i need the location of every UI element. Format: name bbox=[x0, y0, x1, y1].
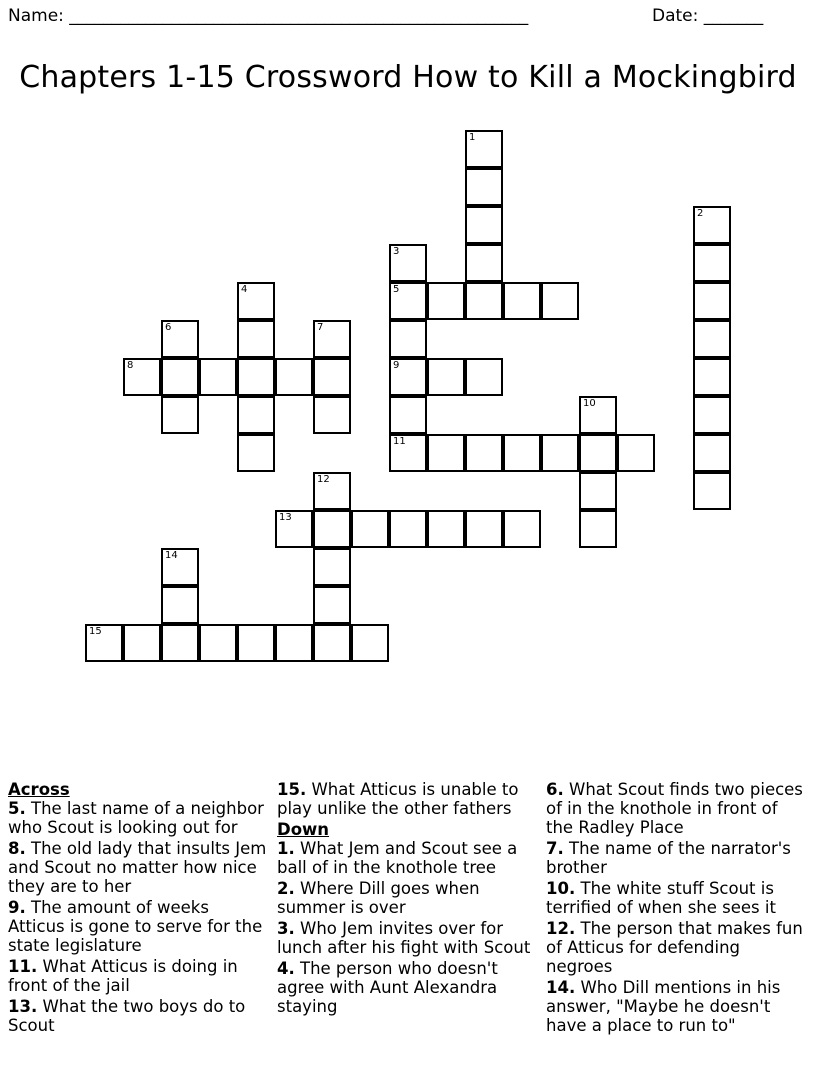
clue-number: 12 bbox=[317, 474, 330, 485]
grid-cell[interactable] bbox=[389, 510, 427, 548]
grid-cell[interactable] bbox=[237, 396, 275, 434]
clue-down-12: 12. The person that makes fun of Atticus for defending negroes bbox=[546, 919, 803, 976]
grid-cell[interactable] bbox=[579, 472, 617, 510]
clue-number: 8 bbox=[127, 360, 134, 371]
clue-down-3: 3. Who Jem invites over for lunch after his fight with Scout bbox=[277, 919, 531, 957]
grid-cell[interactable] bbox=[313, 548, 351, 586]
grid-cell[interactable] bbox=[313, 510, 351, 548]
clues-column-3 bbox=[546, 780, 808, 1037]
grid-cell[interactable] bbox=[161, 548, 199, 586]
grid-cell[interactable] bbox=[161, 396, 199, 434]
grid-cell[interactable] bbox=[389, 282, 427, 320]
grid-cell[interactable] bbox=[237, 320, 275, 358]
clue-number: 6 bbox=[165, 322, 172, 333]
grid-cell[interactable] bbox=[161, 586, 199, 624]
clue-number: 15 bbox=[89, 626, 102, 637]
clue-number: 2 bbox=[697, 208, 704, 219]
grid-cell[interactable] bbox=[427, 434, 465, 472]
grid-cell[interactable] bbox=[541, 282, 579, 320]
grid-cell[interactable] bbox=[693, 244, 731, 282]
date-line: Date: _______ bbox=[652, 6, 764, 26]
clues-column-2 bbox=[277, 780, 539, 1018]
grid-cell[interactable] bbox=[427, 510, 465, 548]
grid-cell[interactable] bbox=[389, 396, 427, 434]
clue-number: 14 bbox=[165, 550, 178, 561]
grid-cell[interactable] bbox=[693, 396, 731, 434]
grid-cell[interactable] bbox=[351, 510, 389, 548]
clue-number: 11 bbox=[393, 436, 406, 447]
grid-cell[interactable] bbox=[275, 510, 313, 548]
grid-cell[interactable] bbox=[85, 624, 123, 662]
clue-down-7: 7. The name of the narrator's brother bbox=[546, 839, 791, 877]
grid-cell[interactable] bbox=[465, 206, 503, 244]
clue-down-10: 10. The white stuff Scout is terrified of when she sees it bbox=[546, 879, 776, 917]
clue-down-6: 6. What Scout finds two pieces of in the knothole in front of the Radley Place bbox=[546, 780, 803, 837]
grid-cell[interactable] bbox=[389, 320, 427, 358]
grid-cell[interactable] bbox=[313, 358, 351, 396]
grid-cell[interactable] bbox=[693, 320, 731, 358]
clue-across-9: 9. The amount of weeks Atticus is gone to serve for the state legislature bbox=[8, 898, 263, 955]
clue-number: 1 bbox=[469, 132, 476, 143]
grid-cell[interactable] bbox=[617, 434, 655, 472]
grid-cell[interactable] bbox=[465, 510, 503, 548]
grid-cell[interactable] bbox=[579, 434, 617, 472]
grid-cell[interactable] bbox=[237, 624, 275, 662]
grid-cell[interactable] bbox=[693, 282, 731, 320]
grid-cell[interactable] bbox=[313, 320, 351, 358]
grid-cell[interactable] bbox=[123, 358, 161, 396]
clue-number: 10 bbox=[583, 398, 596, 409]
grid-cell[interactable] bbox=[313, 586, 351, 624]
clue-down-4: 4. The person who doesn't agree with Aunt Alexandra staying bbox=[277, 959, 498, 1016]
clue-number: 9 bbox=[393, 360, 400, 371]
down-heading: Down bbox=[277, 820, 330, 839]
grid-cell[interactable] bbox=[427, 282, 465, 320]
name-line: Name: ______________________________________________________ bbox=[8, 6, 529, 26]
grid-cell[interactable] bbox=[123, 624, 161, 662]
grid-cell[interactable] bbox=[427, 358, 465, 396]
grid-cell[interactable] bbox=[389, 244, 427, 282]
clue-across-13: 13. What the two boys do to Scout bbox=[8, 997, 246, 1035]
grid-cell[interactable] bbox=[313, 472, 351, 510]
grid-cell[interactable] bbox=[465, 244, 503, 282]
grid-cell[interactable] bbox=[465, 358, 503, 396]
grid-cell[interactable] bbox=[465, 282, 503, 320]
grid-cell[interactable] bbox=[693, 206, 731, 244]
grid-cell[interactable] bbox=[389, 434, 427, 472]
clue-across-11: 11. What Atticus is doing in front of the jail bbox=[8, 957, 238, 995]
grid-cell[interactable] bbox=[465, 434, 503, 472]
grid-cell[interactable] bbox=[237, 434, 275, 472]
grid-cell[interactable] bbox=[693, 434, 731, 472]
across-heading: Across bbox=[8, 780, 70, 799]
page-title: Chapters 1-15 Crossword How to Kill a Mockingbird bbox=[19, 60, 797, 95]
grid-cell[interactable] bbox=[465, 130, 503, 168]
clues-column-1 bbox=[8, 780, 270, 1037]
grid-cell[interactable] bbox=[237, 358, 275, 396]
grid-cell[interactable] bbox=[313, 624, 351, 662]
clue-across-5: 5. The last name of a neighbor who Scout is looking out for bbox=[8, 799, 264, 837]
grid-cell[interactable] bbox=[465, 168, 503, 206]
grid-cell[interactable] bbox=[503, 434, 541, 472]
grid-cell[interactable] bbox=[693, 472, 731, 510]
grid-cell[interactable] bbox=[503, 510, 541, 548]
grid-cell[interactable] bbox=[503, 282, 541, 320]
grid-cell[interactable] bbox=[275, 624, 313, 662]
grid-cell[interactable] bbox=[199, 624, 237, 662]
clue-down-2: 2. Where Dill goes when summer is over bbox=[277, 879, 480, 917]
grid-cell[interactable] bbox=[541, 434, 579, 472]
clue-across-15: 15. What Atticus is unable to play unlike the other fathers bbox=[277, 780, 519, 818]
clue-number: 13 bbox=[279, 512, 292, 523]
grid-cell[interactable] bbox=[351, 624, 389, 662]
grid-cell[interactable] bbox=[693, 358, 731, 396]
clue-down-1: 1. What Jem and Scout see a ball of in the knothole tree bbox=[277, 839, 518, 877]
clue-number: 3 bbox=[393, 246, 400, 257]
grid-cell[interactable] bbox=[237, 282, 275, 320]
grid-cell[interactable] bbox=[161, 358, 199, 396]
grid-cell[interactable] bbox=[161, 624, 199, 662]
clue-number: 7 bbox=[317, 322, 324, 333]
clue-across-8: 8. The old lady that insults Jem and Scout no matter how nice they are to her bbox=[8, 839, 267, 896]
grid-cell[interactable] bbox=[579, 396, 617, 434]
grid-cell[interactable] bbox=[389, 358, 427, 396]
grid-cell[interactable] bbox=[275, 358, 313, 396]
grid-cell[interactable] bbox=[579, 510, 617, 548]
clue-number: 4 bbox=[241, 284, 248, 295]
grid-cell[interactable] bbox=[199, 358, 237, 396]
grid-cell[interactable] bbox=[161, 320, 199, 358]
grid-cell[interactable] bbox=[313, 396, 351, 434]
clue-number: 5 bbox=[393, 284, 400, 295]
clue-down-14: 14. Who Dill mentions in his answer, "Maybe he doesn't have a place to run to" bbox=[546, 978, 781, 1035]
